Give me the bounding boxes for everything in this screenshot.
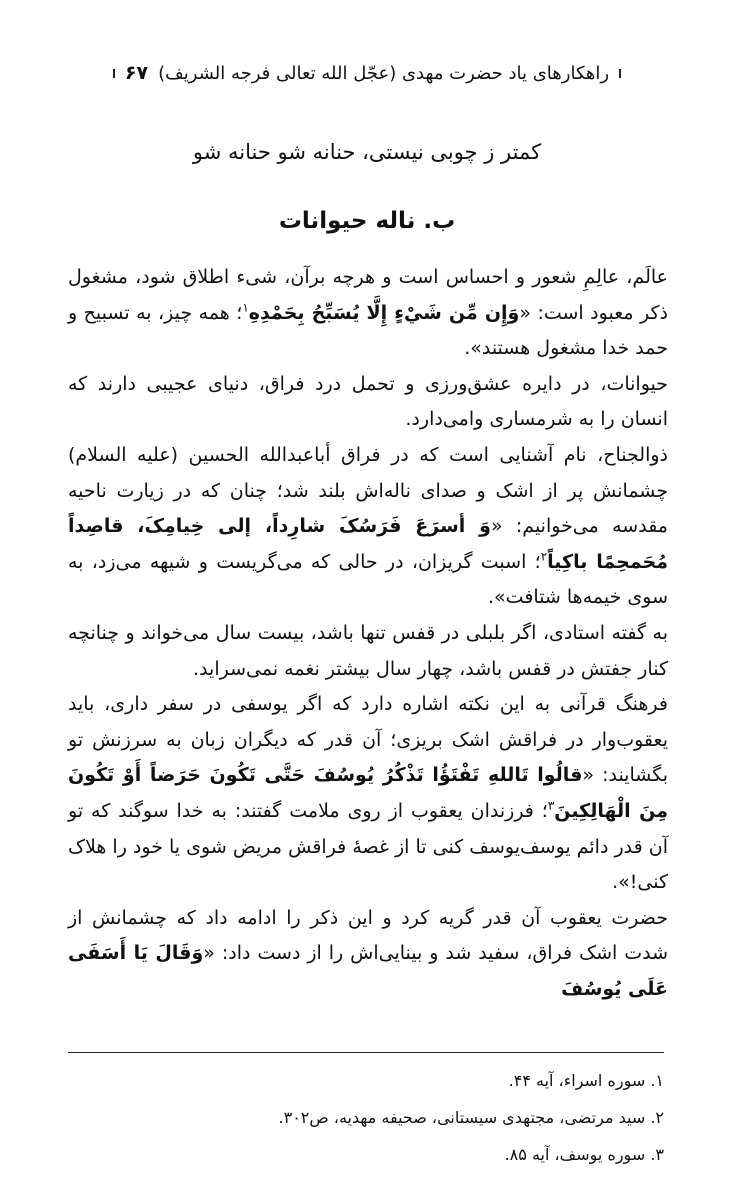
paragraph-6: حضرت یعقوب آن قدر گریه کرد و این ذکر را ادامه داد که چشمانش از شدت اشک فراق، سفید شد و بینایی‌اش را از دست داد: «وَقَالَ يَا أَسَفَى عَلَى يُوسُفَ — [68, 906, 668, 1000]
footnote-item: ۱. سوره اسراء، آیه ۴۴. — [508, 1071, 664, 1090]
footnote-divider — [68, 1052, 664, 1053]
body-text — [68, 260, 668, 1007]
paragraph-4: به گفته استادی، اگر بلبلی در قفس تنها باشد، بیست سال می‌خواند و چنانچه کنار جفتش در قفس باشد، چهار سال بیشتر نغمه نمی‌سراید. — [68, 621, 668, 680]
paragraph-5: فرهنگ قرآنی به این نکته اشاره دارد که اگر یوسفی در سفر داری، باید یعقوب‌وار در فراقش اشک بریزی؛ آن قدر که دیگران زبان به سرزنش تو بگشایند: «قالُوا تَاللهِ تَفْتَؤُا تَذْكُرُ يُوسُفَ حَتَّى تَكُونَ حَرَضاً أَوْ تَكُونَ مِنَ الْهَالِكِينَ$^۳$؛ فرزندان یعقوب از روی ملامت گفتند: به خدا سوگند که تو آن قدر دائم یوسف‌یوسف کنی تا از غصهٔ فراقش مریض شوی یا خود را هلاک کنی!». — [68, 693, 669, 894]
quran-quote: وَإِن مِّن شَيْءٍ إِلَّا يُسَبِّحُ بِحَمْدِهِ — [248, 301, 520, 324]
footnote-ref: ۳ — [547, 798, 555, 813]
paragraph-3: ذوالجناح، نام آشنایی است که در فراق أباعبدالله الحسین (علیه السلام) چشمانش پر از اشک و صدای ناله‌اش بلند شد؛ چنان که در زیارت ناحیه مقدسه می‌خوانیم: «وَ أسرَعَ فَرَسُکَ شارِداً، إلی خِیامِکَ، قاصِداً مُحَمحِمًا باکِیاً$^۲$؛ اسبت گریزان، در حالی که می‌گریست و شیهه می‌زد، به سوی خیمه‌ها شتافت». — [68, 443, 668, 609]
ziyarat-quote: وَ أسرَعَ فَرَسُکَ شارِداً، إلی خِیامِکَ، قاصِداً مُحَمحِمًا باکِیاً — [68, 515, 668, 573]
page-number: ۶۷ — [124, 62, 149, 84]
poem-verse: کمتر ز چوبی نیستی، حنانه شو حنانه شو — [192, 140, 542, 164]
footnote-ref: ۱ — [242, 300, 249, 315]
footnote-item: ۳. سوره یوسف، آیه ۸۵. — [504, 1145, 664, 1164]
footnote-ref: ۲ — [540, 549, 548, 564]
quran-quote: وَقَالَ يَا أَسَفَى عَلَى يُوسُفَ — [68, 942, 668, 1000]
footnotes — [68, 1062, 664, 1173]
paragraph-2: حیوانات، در دایره عشق‌ورزی و تحمل درد فراق، دنیای عجیبی دارند که انسان را به شرمساری وامی‌دارد. — [68, 372, 668, 431]
section-heading: ب. ناله حیوانات — [278, 208, 456, 234]
running-header — [124, 58, 610, 88]
header-ornament-left — [113, 69, 115, 78]
header-ornament-right — [619, 69, 621, 78]
quran-quote: قالُوا تَاللهِ تَفْتَؤُا تَذْكُرُ يُوسُفَ حَتَّى تَكُونَ حَرَضاً أَوْ تَكُونَ مِنَ الْهَالِكِينَ — [68, 764, 669, 822]
footnote-item: ۲. سید مرتضی، مجتهدی سیستانی، صحیفه مهدیه، ص۳۰۲. — [278, 1108, 664, 1127]
paragraph-1: عالَم، عالِمِ شعور و احساس است و هرچه برآن، شیء اطلاق شود، مشغول ذکر معبود است: «وَإِن مِّن شَيْءٍ إِلَّا يُسَبِّحُ بِحَمْدِهِ$^۱$؛ همه چیز، به تسبیح و حمد خدا مشغول هستند». — [68, 266, 668, 360]
header-title: راهکارهای یاد حضرت مهدی (عجّل الله تعالی فرجه الشریف) — [158, 62, 610, 84]
